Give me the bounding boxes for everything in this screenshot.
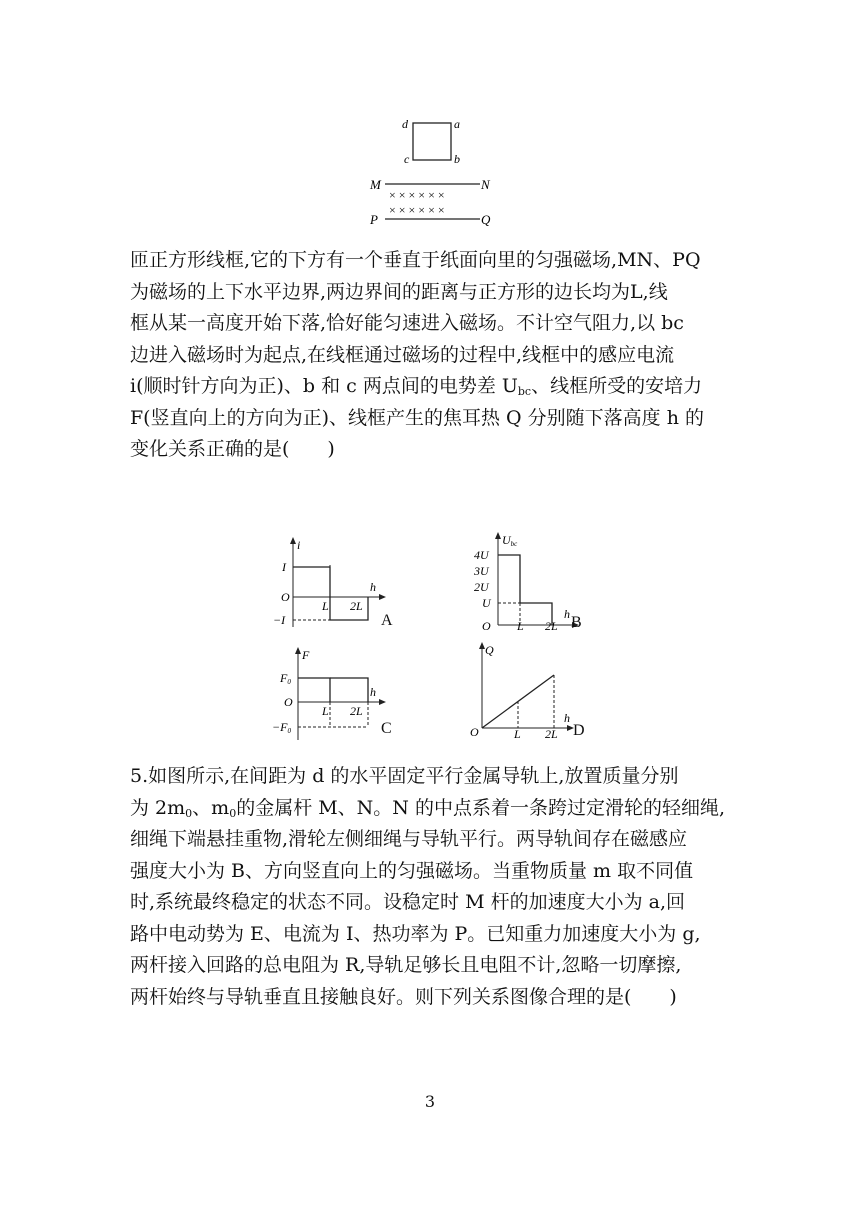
svg-text:−I: −I — [273, 613, 286, 627]
option-C-label: C — [381, 720, 392, 737]
square-loop — [413, 123, 451, 160]
corner-label-d: d — [402, 117, 408, 131]
svg-text:−F0: −F0 — [272, 720, 291, 735]
svg-text:U: U — [482, 596, 491, 610]
q5-line-7: 两杆接入回路的总电阻为 R,导轨足够长且电阻不计,忽略一切摩擦, — [130, 954, 682, 976]
q4-line-1: 匝正方形线框,它的下方有一个垂直于纸面向里的匀强磁场,MN、PQ — [130, 249, 701, 271]
force-positive-segment — [298, 678, 330, 702]
field-row-2: × × × × × × — [389, 203, 445, 217]
q5-line-6: 路中电动势为 E、电流为 I、热功率为 P。已知重力加速度大小为 g, — [130, 922, 701, 945]
svg-text:L: L — [514, 727, 521, 741]
question-4-text — [130, 245, 740, 466]
svg-text:h: h — [370, 580, 376, 594]
option-D-label: D — [573, 722, 585, 739]
svg-text:O: O — [284, 695, 293, 709]
q5-line-1: 5.如图所示,在间距为 d 的水平固定平行金属导轨上,放置质量分别 — [130, 765, 679, 787]
svg-text:O: O — [470, 725, 479, 739]
graph-D — [470, 640, 610, 745]
label-M: M — [370, 177, 381, 192]
page-number: 3 — [424, 1092, 436, 1111]
option-B-label: B — [571, 614, 582, 631]
svg-text:2L: 2L — [350, 704, 363, 718]
question-5-text — [130, 761, 740, 1013]
svg-text:I: I — [282, 560, 286, 574]
loop-field-figure — [360, 108, 500, 230]
q5-line-8: 两杆始终与导轨垂直且接触良好。则下列关系图像合理的是( ) — [130, 985, 677, 1008]
corner-label-c: c — [404, 152, 410, 166]
svg-text:L: L — [517, 619, 524, 633]
svg-text:2U: 2U — [474, 580, 489, 594]
label-Q: Q — [481, 212, 491, 227]
graph-B — [470, 530, 610, 635]
svg-text:Q: Q — [485, 643, 494, 657]
q4-line-2: 为磁场的上下水平边界,两边界间的距离与正方形的边长均为L,线 — [130, 280, 668, 303]
q4-line-4: 边进入磁场时为起点,在线框通过磁场的过程中,线框中的感应电流 — [130, 343, 675, 366]
q4-line-7: 变化关系正确的是( ) — [130, 438, 335, 460]
svg-text:O: O — [281, 590, 290, 604]
q5-line-4: 强度大小为 B、方向竖直向上的匀强磁场。当重物质量 m 取不同值 — [130, 859, 694, 882]
svg-text:2L: 2L — [545, 727, 558, 741]
svg-text:F0: F0 — [280, 671, 291, 686]
svg-text:h: h — [564, 607, 570, 621]
svg-text:2L: 2L — [545, 619, 558, 633]
voltage-high-segment — [498, 555, 520, 603]
svg-text:L: L — [322, 599, 329, 613]
q5-line-2: 为 $2m_0$、$m_0$的金属杆 M、N。N 的中点系着一条跨过定滑轮的轻细绳, — [130, 796, 726, 820]
q4-line-5: i(顺时针方向为正)、b 和 c 两点间的电势差 $U_{bc}$、线框所受的安培力 — [130, 375, 703, 398]
svg-text:i: i — [297, 538, 301, 552]
svg-text:Ubc: Ubc — [502, 533, 518, 548]
svg-text:O: O — [482, 619, 491, 633]
option-A-label: A — [381, 612, 393, 629]
svg-text:h: h — [370, 685, 376, 699]
corner-label-a: a — [454, 117, 460, 131]
label-N: N — [481, 177, 490, 192]
label-P: P — [370, 212, 378, 227]
q4-line-3: 框从某一高度开始下落,恰好能匀速进入磁场。不计空气阻力,以 bc — [130, 312, 684, 334]
svg-text:L: L — [322, 704, 329, 718]
corner-label-b: b — [454, 152, 460, 166]
force-second-segment — [330, 678, 368, 702]
current-positive-segment — [293, 567, 330, 597]
q5-line-3: 细绳下端悬挂重物,滑轮左侧细绳与导轨平行。两导轨间存在磁感应 — [130, 828, 688, 850]
field-row-1: × × × × × × — [389, 188, 445, 202]
svg-text:h: h — [564, 711, 570, 725]
q4-line-6: F(竖直向上的方向为正)、线框产生的焦耳热 Q 分别随下落高度 h 的 — [130, 406, 704, 429]
q4-sub-bc: bc — [517, 385, 532, 398]
q5-line-5: 时,系统最终稳定的状态不同。设稳定时 M 杆的加速度大小为 a,回 — [130, 891, 685, 913]
svg-text:3U: 3U — [474, 564, 489, 578]
svg-text:2L: 2L — [350, 599, 363, 613]
svg-text:F: F — [302, 648, 310, 662]
svg-text:4U: 4U — [474, 548, 489, 562]
